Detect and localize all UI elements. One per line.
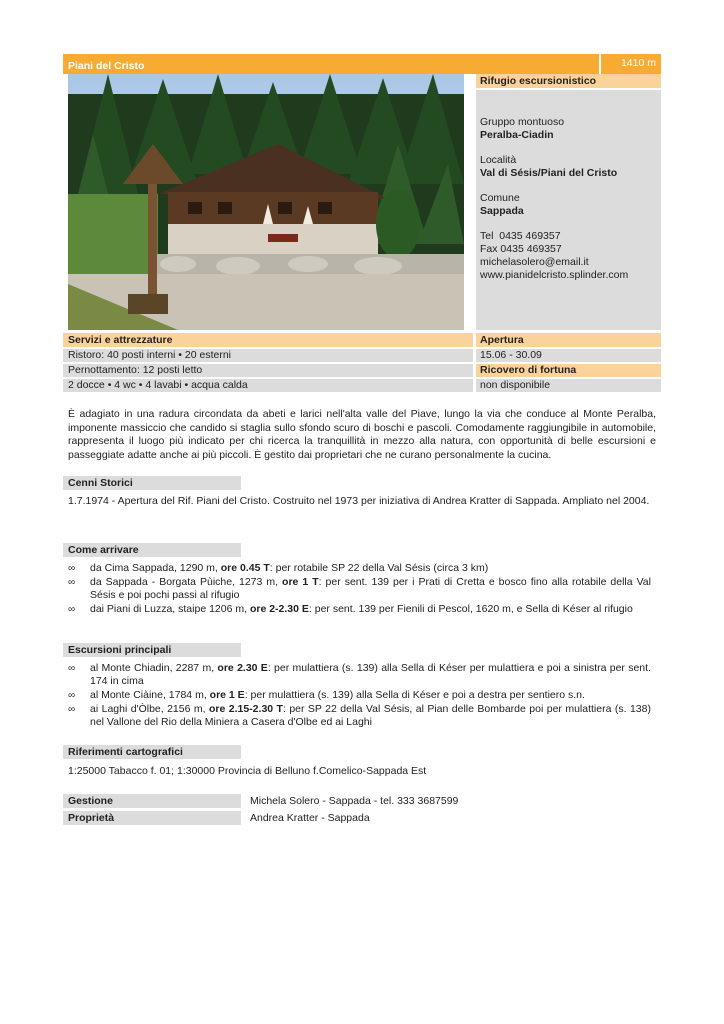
excursion-time: ore 1 E xyxy=(209,689,245,701)
apertura-header xyxy=(476,333,661,347)
hut-type: Rifugio escursionistico xyxy=(480,75,597,87)
access-origin: dai Piani di Luzza, staipe 1206 m, xyxy=(90,603,250,615)
description: È adagiato in una radura circondata da abeti e larici nell'alta valle del Piave, lungo la via che conduce al Monte Peralba, imponente massiccio che candido si staglia sullo sfondo scuro di boschi e pascoli. Comodamente raggiungibile in automobile, rappresenta il luogo più indicato per chi ricerca la tranquillità in mezzo alla natura, con opportunità di belle escursioni e passeggiate adatte anche ai più piccoli. È gestito dai proprietari che ne curano personalmente la cucina. xyxy=(68,408,656,461)
access-route: : per sent. 139 per Fienili di Pescol, 1620 m, e Sella di Késer al rifugio xyxy=(308,603,633,615)
hut-name: Piani del Cristo xyxy=(68,60,145,72)
ricovero-value: non disponibile xyxy=(480,379,551,391)
history-text: 1.7.1974 - Apertura del Rif. Piani del Cristo. Costruito nel 1973 per iniziativa di Andrea Kratter di Sappada. Ampliato nel 2004. xyxy=(68,495,650,507)
services-row xyxy=(63,349,473,362)
excursion-route: : per mulattiera (s. 139) alla Sella di Késer per mulattiera e poi a sinistra per sent. 174 in cima xyxy=(90,662,651,687)
excursion-time: ore 2.15-2.30 T xyxy=(208,703,283,715)
proprieta-label: Proprietà xyxy=(63,811,241,825)
fax: Fax 0435 469357 xyxy=(480,243,562,255)
infinity-bullet-icon: ∞ xyxy=(68,704,76,715)
email-link[interactable]: michelasolero@email.it xyxy=(480,256,589,268)
access-origin: da Cima Sappada, 1290 m, xyxy=(90,562,221,574)
altitude: 1410 m xyxy=(620,57,656,69)
services-row-3: 2 docce • 4 wc • 4 lavabi • acqua calda xyxy=(68,379,248,391)
services-header xyxy=(63,333,473,347)
access-route: : per rotabile SP 22 della Val Sésis (circa 3 km) xyxy=(269,562,489,574)
access-time: ore 1 T xyxy=(282,576,319,588)
header-bar xyxy=(63,54,599,74)
locality-value: Val di Sésis/Piani del Cristo xyxy=(480,167,618,179)
website-link[interactable]: www.pianidelcristo.splinder.com xyxy=(480,269,629,281)
access-time: ore 0.45 T xyxy=(220,562,270,574)
ricovero-row xyxy=(476,379,661,392)
excursion-origin: al Monte Chiadin, 2287 m, xyxy=(90,662,218,674)
comune-label: Comune xyxy=(480,192,520,204)
apertura-title: Apertura xyxy=(480,334,524,346)
group-label: Gruppo montuoso xyxy=(480,116,565,128)
excursion-origin: al Monte Ciàine, 1784 m, xyxy=(90,689,210,701)
excursion-time: ore 2.30 E xyxy=(217,662,268,674)
excursion-item xyxy=(68,662,651,688)
excursion-route: : per mulattiera (s. 139) alla Sella di Késer e poi a destra per sentiero s.n. xyxy=(244,689,585,701)
history-header: Cenni Storici xyxy=(63,476,241,490)
ricovero-header xyxy=(476,364,661,377)
gestione-label: Gestione xyxy=(63,794,241,808)
info-panel xyxy=(476,90,661,330)
excursions-list xyxy=(68,662,651,730)
apertura-value: 15.06 - 30.09 xyxy=(480,349,542,361)
services-row-2: Pernottamento: 12 posti letto xyxy=(68,364,203,376)
services-row xyxy=(63,364,473,377)
services-row-1: Ristoro: 40 posti interni • 20 esterni xyxy=(68,349,232,361)
access-list xyxy=(68,562,651,617)
access-origin: da Sappada - Borgata Pùiche, 1273 m, xyxy=(90,576,283,588)
apertura-row xyxy=(476,349,661,362)
services-row xyxy=(63,379,473,392)
hut-photo xyxy=(68,74,464,330)
infinity-bullet-icon: ∞ xyxy=(68,690,76,701)
gestione-value: Michela Solero - Sappada - tel. 333 3687599 xyxy=(250,795,459,807)
access-route: : per sent. 139 per i Prati di Cretta e bosco fino alla rotabile della Val Sésis e poi pochi passi al rifugio xyxy=(90,576,651,601)
infinity-bullet-icon: ∞ xyxy=(68,663,76,674)
info-type-bar xyxy=(476,74,661,88)
altitude-badge xyxy=(601,54,661,74)
excursion-route: : per SP 22 della Val Sésis, al Pian delle Bombarde poi per mulattiera (s. 138) nel Vallone del Rio della Miniera a Casera d'Olbe ed ai Laghi xyxy=(90,703,651,728)
phone: Tel 0435 469357 xyxy=(480,230,561,242)
comune-value: Sappada xyxy=(480,205,524,217)
excursion-item xyxy=(68,703,651,729)
access-item xyxy=(68,603,651,616)
maps-header: Riferimenti cartografici xyxy=(63,745,241,759)
infinity-bullet-icon: ∞ xyxy=(68,604,76,615)
access-item xyxy=(68,562,651,575)
infinity-bullet-icon: ∞ xyxy=(68,563,76,574)
locality-label: Località xyxy=(480,154,517,166)
proprieta-value: Andrea Kratter - Sappada xyxy=(250,812,370,824)
infinity-bullet-icon: ∞ xyxy=(68,577,76,588)
access-item xyxy=(68,576,651,602)
access-time: ore 2-2.30 E xyxy=(249,603,309,615)
excursions-header: Escursioni principali xyxy=(63,643,241,657)
access-header: Come arrivare xyxy=(63,543,241,557)
services-title: Servizi e attrezzature xyxy=(68,334,173,346)
group-value: Peralba-Ciadin xyxy=(480,129,554,141)
maps-text: 1:25000 Tabacco f. 01; 1:30000 Provincia di Belluno f.Comelico-Sappada Est xyxy=(68,765,427,777)
ricovero-title: Ricovero di fortuna xyxy=(480,364,577,376)
excursion-item xyxy=(68,689,651,702)
excursion-origin: ai Laghi d'Òlbe, 2156 m, xyxy=(90,703,209,715)
